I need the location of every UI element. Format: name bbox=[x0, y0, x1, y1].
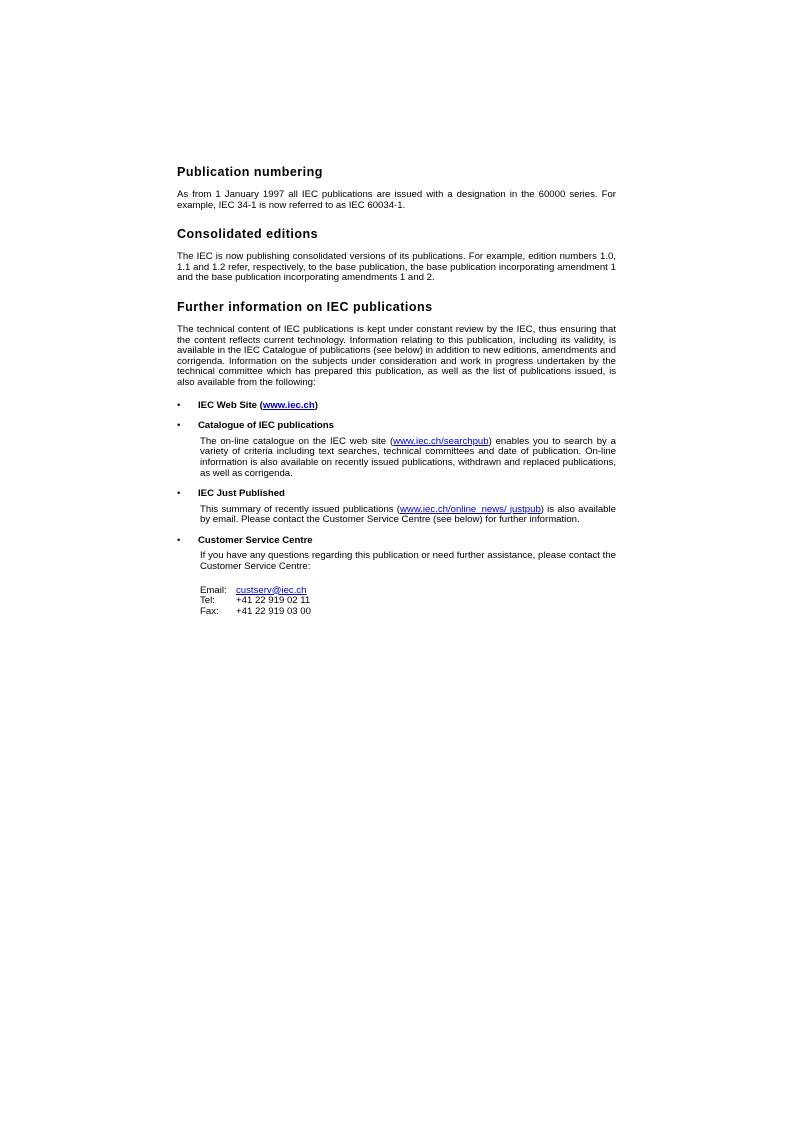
tel-label: Tel: bbox=[200, 595, 215, 607]
bullet-title: Catalogue of IEC publications bbox=[198, 420, 334, 432]
section-body: The IEC is now publishing consolidated versions of its publications. For example, edition numbers 1.0, 1.1 and 1.2 refer, respectively, to the base publication, the base publication incorporating amendment 1 and the base publication incorporating amendments 1 and 2. bbox=[177, 251, 616, 284]
bullet-title-text: IEC Web Site ( bbox=[198, 399, 263, 411]
tel-value: +41 22 919 02 11 bbox=[236, 595, 311, 607]
section-further-information bbox=[177, 300, 616, 389]
contact-details bbox=[200, 586, 616, 618]
bullet-title bbox=[198, 401, 616, 412]
bullet-icon: • bbox=[177, 420, 181, 432]
searchpub-link[interactable]: www.iec.ch/searchpub bbox=[393, 435, 489, 447]
section-title: Consolidated editions bbox=[177, 227, 319, 242]
bullet-body bbox=[200, 437, 616, 479]
contact-fax-row bbox=[200, 607, 616, 618]
bullet-title: Customer Service Centre bbox=[198, 534, 313, 546]
section-consolidated-editions bbox=[177, 227, 616, 284]
section-title: Publication numbering bbox=[177, 165, 323, 179]
bullet-body-text: The on-line catalogue on the IEC web site ( bbox=[200, 435, 394, 447]
bullet-customer-service bbox=[177, 536, 616, 618]
bullet-body-text: This summary of recently issued publications ( bbox=[200, 503, 400, 515]
bullet-catalogue bbox=[177, 421, 616, 479]
bullet-iec-web-site bbox=[177, 401, 616, 412]
section-title: Further information on IEC publications bbox=[177, 299, 433, 314]
iec-website-link[interactable]: www.iec.ch bbox=[262, 399, 315, 411]
email-label: Email: bbox=[200, 584, 227, 596]
page-content bbox=[177, 165, 616, 617]
bullet-icon: • bbox=[177, 399, 181, 411]
bullet-body bbox=[200, 505, 616, 526]
email-link[interactable]: custserv@iec.ch bbox=[236, 584, 307, 596]
bullet-icon: • bbox=[177, 534, 181, 546]
bullet-just-published bbox=[177, 489, 616, 526]
justpub-link[interactable]: www.iec.ch/online_news/ justpub bbox=[399, 503, 541, 515]
section-publication-numbering bbox=[177, 165, 616, 211]
bullet-title-text-end: ) bbox=[314, 399, 318, 411]
bullet-icon: • bbox=[177, 488, 181, 500]
section-body: As from 1 January 1997 all IEC publications are issued with a designation in the 60000 series. For example, IEC 34-1 is now referred to as IEC 60034-1. bbox=[177, 189, 616, 211]
bullet-body-text-end: ) is also available by email. Please contact the Customer Service Centre (see below) for further information. bbox=[200, 503, 616, 526]
bullet-body: If you have any questions regarding this publication or need further assistance, please contact the Customer Service Centre: bbox=[200, 550, 616, 573]
bullet-title: IEC Just Published bbox=[198, 488, 285, 500]
bullet-body-text-end: ) enables you to search by a variety of criteria including text searches, technical committees and date of publication. On-line information is also available on recently issued publications, withdrawn and replaced publications, as well as corrigenda. bbox=[200, 435, 616, 479]
section-body: The technical content of IEC publications is kept under constant review by the IEC, thus ensuring that the content reflects current technology. Information relating to this publication, including its validity, is available in the IEC Catalogue of publications (see below) in addition to new editions, amendments and corrigenda. Information on the subjects under consideration and work in progress undertaken by the technical committee which has prepared this publication, as well as the list of publications issued, is also available from the following: bbox=[177, 323, 616, 388]
fax-value: +41 22 919 03 00 bbox=[236, 605, 311, 617]
fax-label: Fax: bbox=[200, 605, 219, 617]
